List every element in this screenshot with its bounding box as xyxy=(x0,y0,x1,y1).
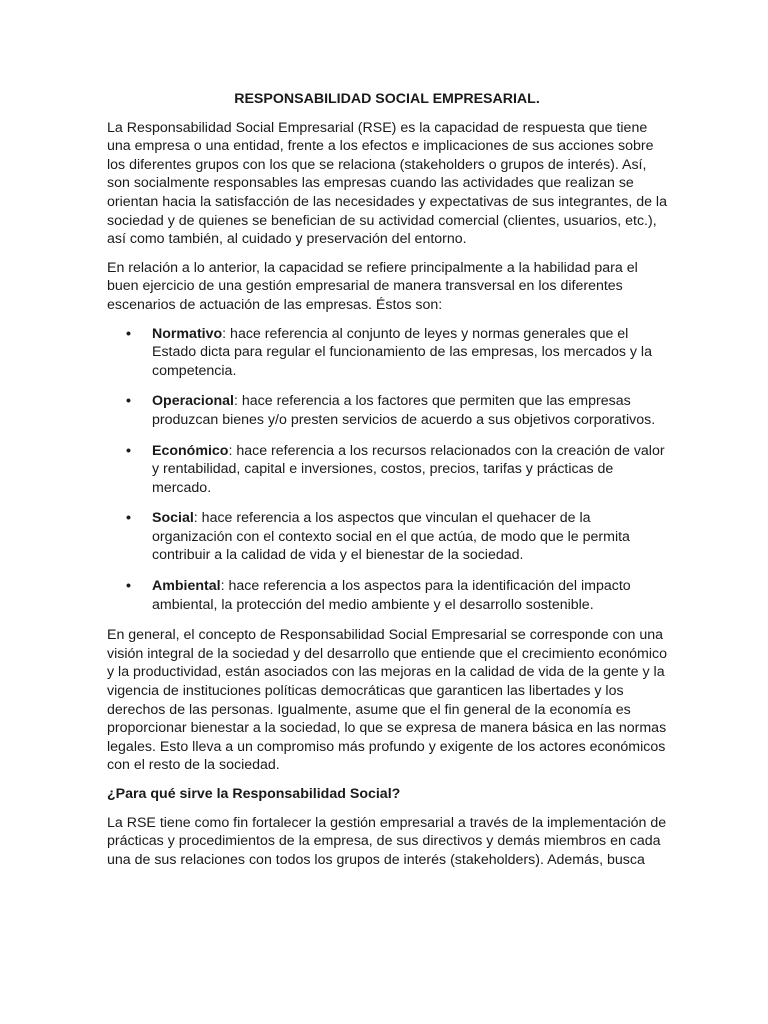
list-item-text: : hace referencia a los aspectos que vinculan el quehacer de la organización con el contexto social en el que actúa, de modo que le permita contribuir a la calidad de vida y el bienestar de la sociedad. xyxy=(152,510,630,564)
list-item-text: : hace referencia a los aspectos para la identificación del impacto ambiental, la protección del medio ambiente y el desarrollo sostenible. xyxy=(152,578,631,613)
list-item-operacional xyxy=(107,392,667,429)
paragraph-intro: La Responsabilidad Social Empresarial (RSE) es la capacidad de respuesta que tiene una empresa o una entidad, frente a los efectos e implicaciones de sus acciones sobre los diferentes grupos con los que se relaciona (stakeholders o grupos de interés). Así, son socialmente responsables las empresas cuando las actividades que realizan se orientan hacia la satisfacción de las necesidades y expectativas de sus integrantes, de la sociedad y de quienes se benefician de su actividad comercial (clientes, usuarios, etc.), así como también, al cuidado y preservación del entorno. xyxy=(107,119,667,248)
bullet-icon: • xyxy=(126,510,131,527)
list-item-term: Económico xyxy=(152,442,229,459)
list-item-term: Social xyxy=(152,510,194,527)
paragraph-general-concept: En general, el concepto de Responsabilidad Social Empresarial se corresponde con una visión integral de la sociedad y del desarrollo que entiende que el crecimiento económico y la productividad, están asociados con las mejoras en la calidad de vida de la gente y la vigencia de instituciones políticas democráticas que garanticen las libertades y los derechos de las personas. Igualmente, asume que el fin general de la economía es proporcionar bienestar a la sociedad, lo que se expresa de manera básica en las normas legales. Esto lleva a un compromiso más profundo y exigente de los actores económicos con el resto de la sociedad. xyxy=(107,627,667,774)
bullet-icon: • xyxy=(126,578,131,595)
scenario-list xyxy=(107,325,667,615)
bullet-icon: • xyxy=(126,393,131,410)
list-item-term: Ambiental xyxy=(152,578,221,595)
paragraph-scenarios: En relación a lo anterior, la capacidad se refiere principalmente a la habilidad para el buen ejercicio de una gestión empresarial de manera transversal en los diferentes escenarios de actuación de las empresas. Éstos son: xyxy=(107,259,638,313)
list-item-text: : hace referencia al conjunto de leyes y normas generales que el Estado dicta para regular el funcionamiento de las empresas, los mercados y la competencia. xyxy=(152,325,652,379)
list-item-term: Operacional xyxy=(152,393,235,410)
section-heading: ¿Para qué sirve la Responsabilidad Social? xyxy=(107,786,401,802)
bullet-icon: • xyxy=(126,325,131,342)
document-title: RESPONSABILIDAD SOCIAL EMPRESARIAL. xyxy=(234,91,540,107)
list-item-term: Normativo xyxy=(152,325,223,342)
bullet-icon: • xyxy=(126,442,131,459)
paragraph-purpose: La RSE tiene como fin fortalecer la gestión empresarial a través de la implementación de prácticas y procedimientos de la empresa, de sus directivos y demás miembros en cada una de sus relaciones con todos los grupos de interés (stakeholders). Además, busca xyxy=(107,814,667,868)
list-item-text: : hace referencia a los factores que permiten que las empresas produzcan bienes y/o presten servicios de acuerdo a sus objetivos corporativos. xyxy=(152,393,656,428)
document-page xyxy=(107,90,667,879)
list-item-economico xyxy=(107,442,667,498)
list-item-ambiental xyxy=(107,577,667,614)
list-item-text: : hace referencia a los recursos relacionados con la creación de valor y rentabilidad, capital e inversiones, costos, precios, tarifas y prácticas de mercado. xyxy=(152,442,665,496)
list-item-social xyxy=(107,509,667,565)
list-item-normativo xyxy=(107,325,667,381)
